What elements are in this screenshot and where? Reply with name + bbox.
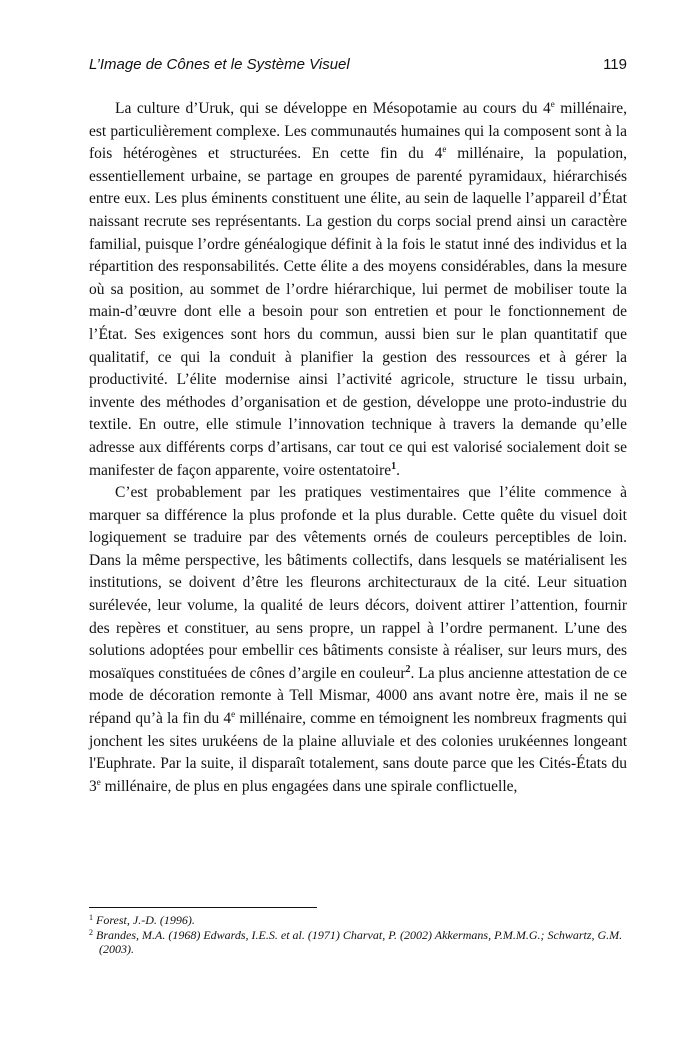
paragraph-2-text-b: . La plus ancienne attestation de ce mode de décoration remonte à Tell Mismar, 4000 ans avant notre ère, mais il ne se répand qu’à la fin du 4 — [89, 664, 627, 728]
paragraph-2-text-c: millénaire, comme en témoignent les nombreux fragments qui jonchent les sites urukéens de la plaine alluviale et des colonies urukéennes longeant l'Euphrate. Par la suite, il disparaît totalement, sans doute parce que les Cités-États du 3 — [89, 710, 627, 795]
paragraph-2 — [89, 482, 627, 798]
paragraph-1 — [89, 98, 627, 482]
running-header — [89, 56, 627, 73]
footnote-number: 2 — [89, 927, 93, 937]
footnote-ref-2[interactable]: 2 — [405, 663, 411, 675]
superscript-e: e — [96, 776, 101, 787]
footnote-text: Brandes, M.A. (1968) Edwards, I.E.S. et al. (1971) Charvat, P. (2002) Akkermans, P.M.M.G.; Schwartz, G.M. (2003). — [96, 927, 623, 956]
paragraph-1-text-b: millénaire, est particulièrement complexe. Les communautés humaines qui la composent sont à la fois hétérogènes et structurées. En cette fin du 4 — [89, 100, 627, 163]
paragraph-2-text-d: millénaire, de plus en plus engagées dans une spirale conflictuelle, — [100, 777, 518, 795]
paragraph-1-text-c: millénaire, la population, essentiellement urbaine, se partage en groupes de parenté pyramidaux, hiérarchisés entre eux. Les plus éminents constituent une élite, au sein de laquelle l’appareil d’État naissant recrute ses représentants. La gestion du corps social prend ainsi un caractère familial, puisque l’ordre généalogique définit à la fois le statut inné des individus et la répartition des responsabilités. Cette élite a des moyens considérables, dans la mesure où sa position, au sommet de l’ordre hiérarchique, lui permet de mobiliser toute la main-d’œuvre dont elle a besoin pour son entretien et pour le fonctionnement de l’État. Ses exigences sont hors du commun, aussi bien sur le plan quantitatif que qualitatif, ce qui la conduit à planifier la gestion des ressources et à gérer la productivité. L’élite modernise ainsi l’activité agricole, structure le tissu urbain, invente des méthodes d’organisation et de gestion, développe une proto-industrie du textile. En outre, elle stimule l’innovation technique à travers la demande qu’elle adresse aux différents corps d’artisans, car tout ce qui est valorisé socialement doit se manifester de façon apparente, voire ostentatoire — [89, 145, 627, 479]
paragraph-2-text-a: C’est probablement par les pratiques vestimentaires que l’élite commence à marquer sa différence la plus profonde et la plus durable. Cette quête du visuel doit logiquement se traduire par des vêtements ornés de couleurs perceptibles de loin. Dans la même perspective, les bâtiments collectifs, dans lesquels se matérialisent les institutions, se doivent d’être les fleurons architecturaux de la cité. Leur situation surélevée, leur volume, la qualité de leurs décors, doivent attirer l’attention, fournir des repères et constituer, au sens propre, un rappel à l’ordre permanent. L’une des solutions adoptées pour embellir ces bâtiments consiste à réaliser, sur leurs murs, des mosaïques constituées de cônes d’argile en couleur — [89, 484, 627, 682]
body-text — [89, 98, 627, 798]
superscript-e: e — [231, 709, 236, 720]
paragraph-1-text-d: . — [396, 461, 400, 479]
footnote-1 — [89, 913, 627, 928]
footnote-2 — [89, 928, 627, 957]
footnote-ref-1[interactable]: 1 — [391, 460, 397, 472]
footnote-text: Forest, J.-D. (1996). — [96, 913, 195, 927]
running-title: L’Image de Cônes et le Système Visuel — [89, 56, 350, 73]
paragraph-1-text-a: La culture d’Uruk, qui se développe en Mésopotamie au cours du 4 — [115, 100, 551, 117]
footnotes — [89, 913, 627, 957]
footnote-divider — [89, 907, 317, 908]
superscript-e: e — [550, 99, 555, 109]
page-number: 119 — [603, 56, 627, 73]
footnote-number: 1 — [89, 913, 93, 922]
superscript-e: e — [442, 144, 447, 155]
